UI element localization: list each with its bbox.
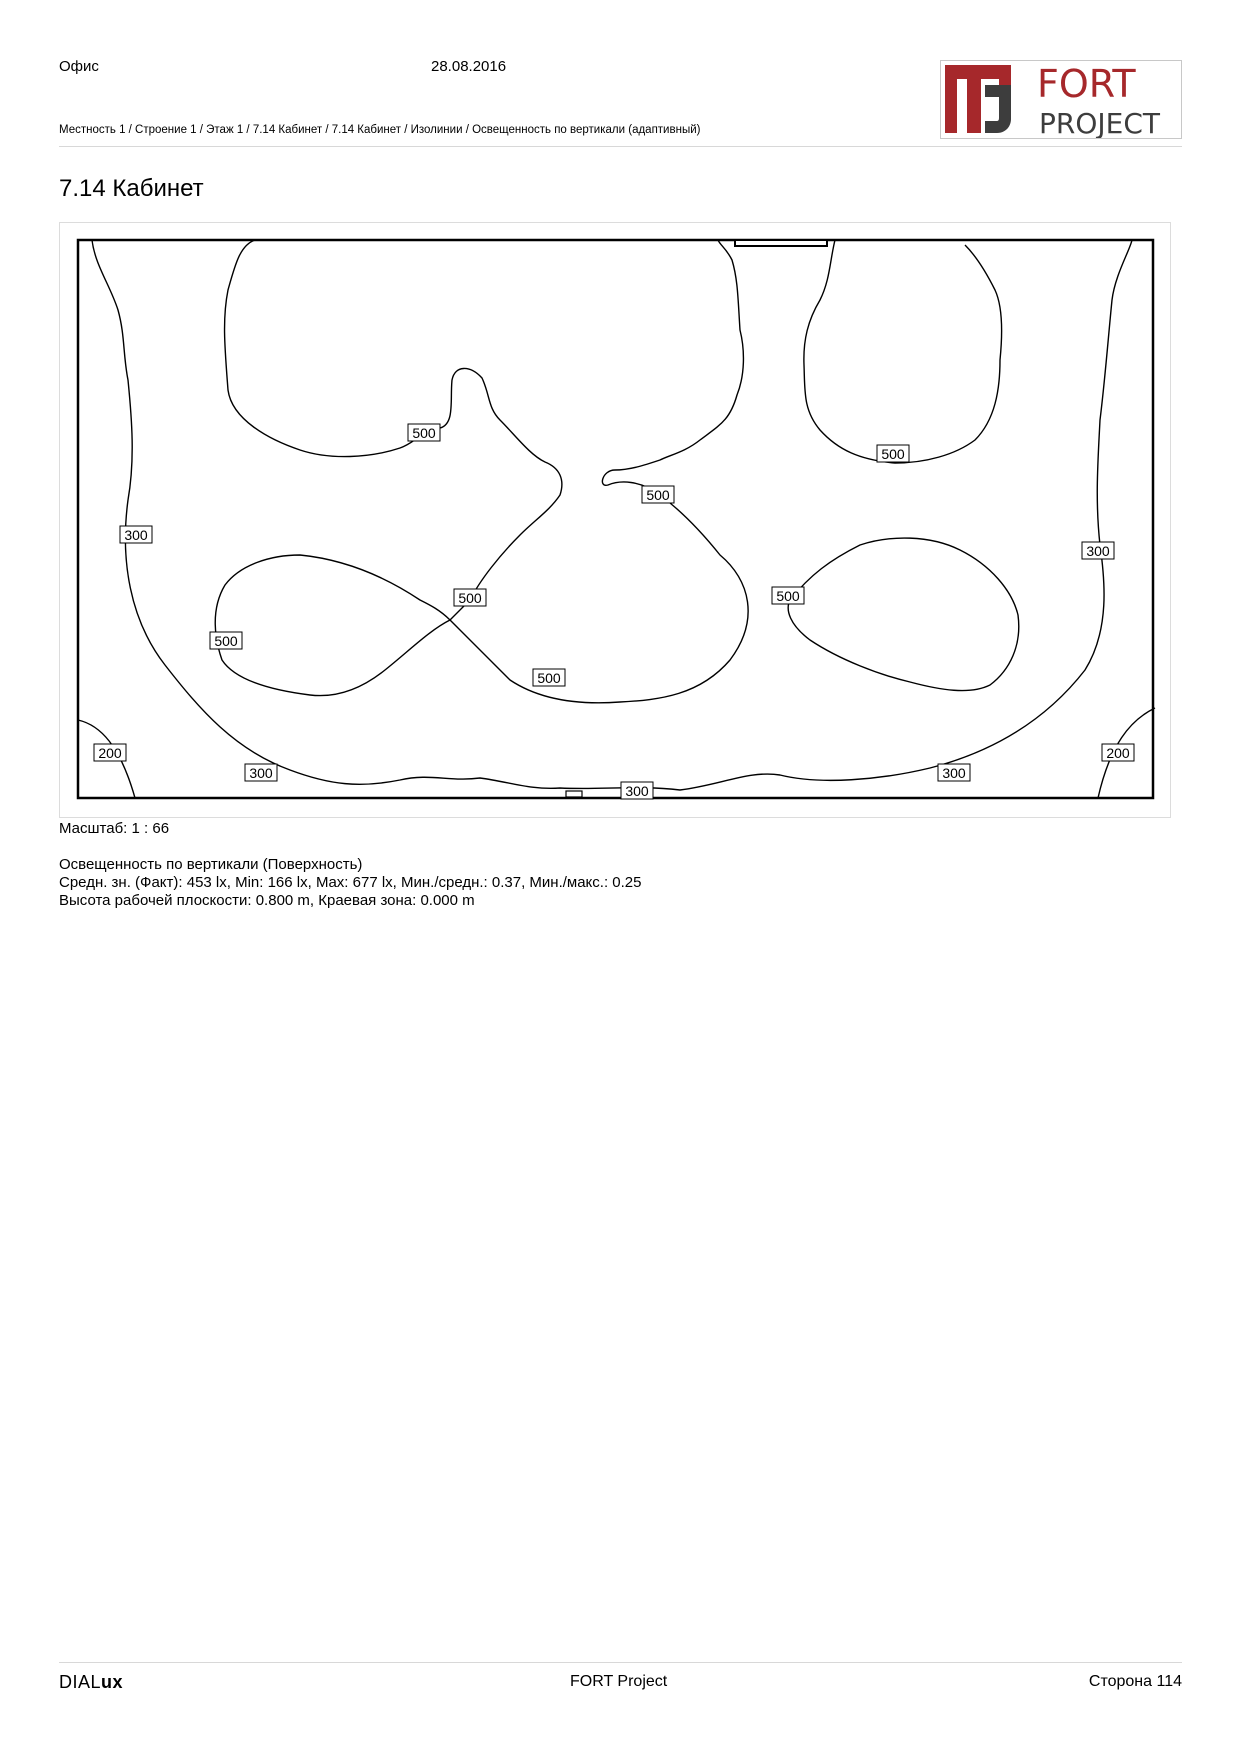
breadcrumb: Местность 1 / Строение 1 / Этаж 1 / 7.14 Кабинет / 7.14 Кабинет / Изолинии / Освещенность по вертикали (адаптивный): [59, 124, 701, 136]
contour-label: [938, 764, 970, 781]
dialux-brand-suffix: ux: [101, 1672, 124, 1692]
contour-label: [621, 782, 653, 799]
logo-text-fort: FORT: [1037, 62, 1136, 106]
illuminance-stats: Средн. зн. (Факт): 453 lx, Min: 166 lx, Max: 677 lx, Мин./средн.: 0.37, Мин./макс.: 0.25: [59, 874, 642, 891]
svg-text:500: 500: [881, 446, 905, 462]
scale-text: Масштаб: 1 : 66: [59, 820, 170, 837]
room-outline: [78, 240, 1153, 798]
contour-label: [772, 587, 804, 604]
contour-label: [1102, 744, 1134, 761]
svg-text:500: 500: [537, 670, 561, 686]
dialux-brand: [59, 1672, 123, 1693]
contour-label: [210, 632, 242, 649]
svg-text:500: 500: [458, 590, 482, 606]
svg-text:300: 300: [124, 527, 148, 543]
svg-text:300: 300: [942, 765, 966, 781]
logo-text-project: PROJECT: [1039, 107, 1160, 138]
contour-label: [408, 424, 440, 441]
dialux-brand-prefix: DIAL: [59, 1672, 102, 1692]
page-number: Сторона 114: [1088, 1673, 1182, 1690]
svg-text:300: 300: [625, 783, 649, 799]
svg-text:500: 500: [646, 487, 670, 503]
contour-label: [94, 744, 126, 761]
footer-divider: [59, 1662, 1182, 1663]
contour-label: [642, 486, 674, 503]
svg-text:200: 200: [1106, 745, 1130, 761]
svg-text:300: 300: [249, 765, 273, 781]
project-name: Офис: [59, 58, 99, 75]
isoline-plan: [0, 0, 1241, 830]
contour-label: [245, 764, 277, 781]
svg-text:500: 500: [412, 425, 436, 441]
window-opening: [735, 240, 827, 246]
contour-label: [877, 445, 909, 462]
report-date: 28.08.2016: [431, 58, 507, 75]
svg-text:200: 200: [98, 745, 122, 761]
contour-label: [454, 589, 486, 606]
contour-label: [120, 526, 152, 543]
svg-text:500: 500: [776, 588, 800, 604]
footer-company: FORT Project: [570, 1673, 668, 1690]
workplane-height: Высота рабочей плоскости: 0.800 m, Краевая зона: 0.000 m: [59, 892, 475, 909]
contour-label: [1082, 542, 1114, 559]
contour-label: [533, 669, 565, 686]
svg-text:500: 500: [214, 633, 238, 649]
svg-text:300: 300: [1086, 543, 1110, 559]
surface-title: Освещенность по вертикали (Поверхность): [59, 856, 363, 873]
page-title: 7.14 Кабинет: [59, 175, 204, 202]
